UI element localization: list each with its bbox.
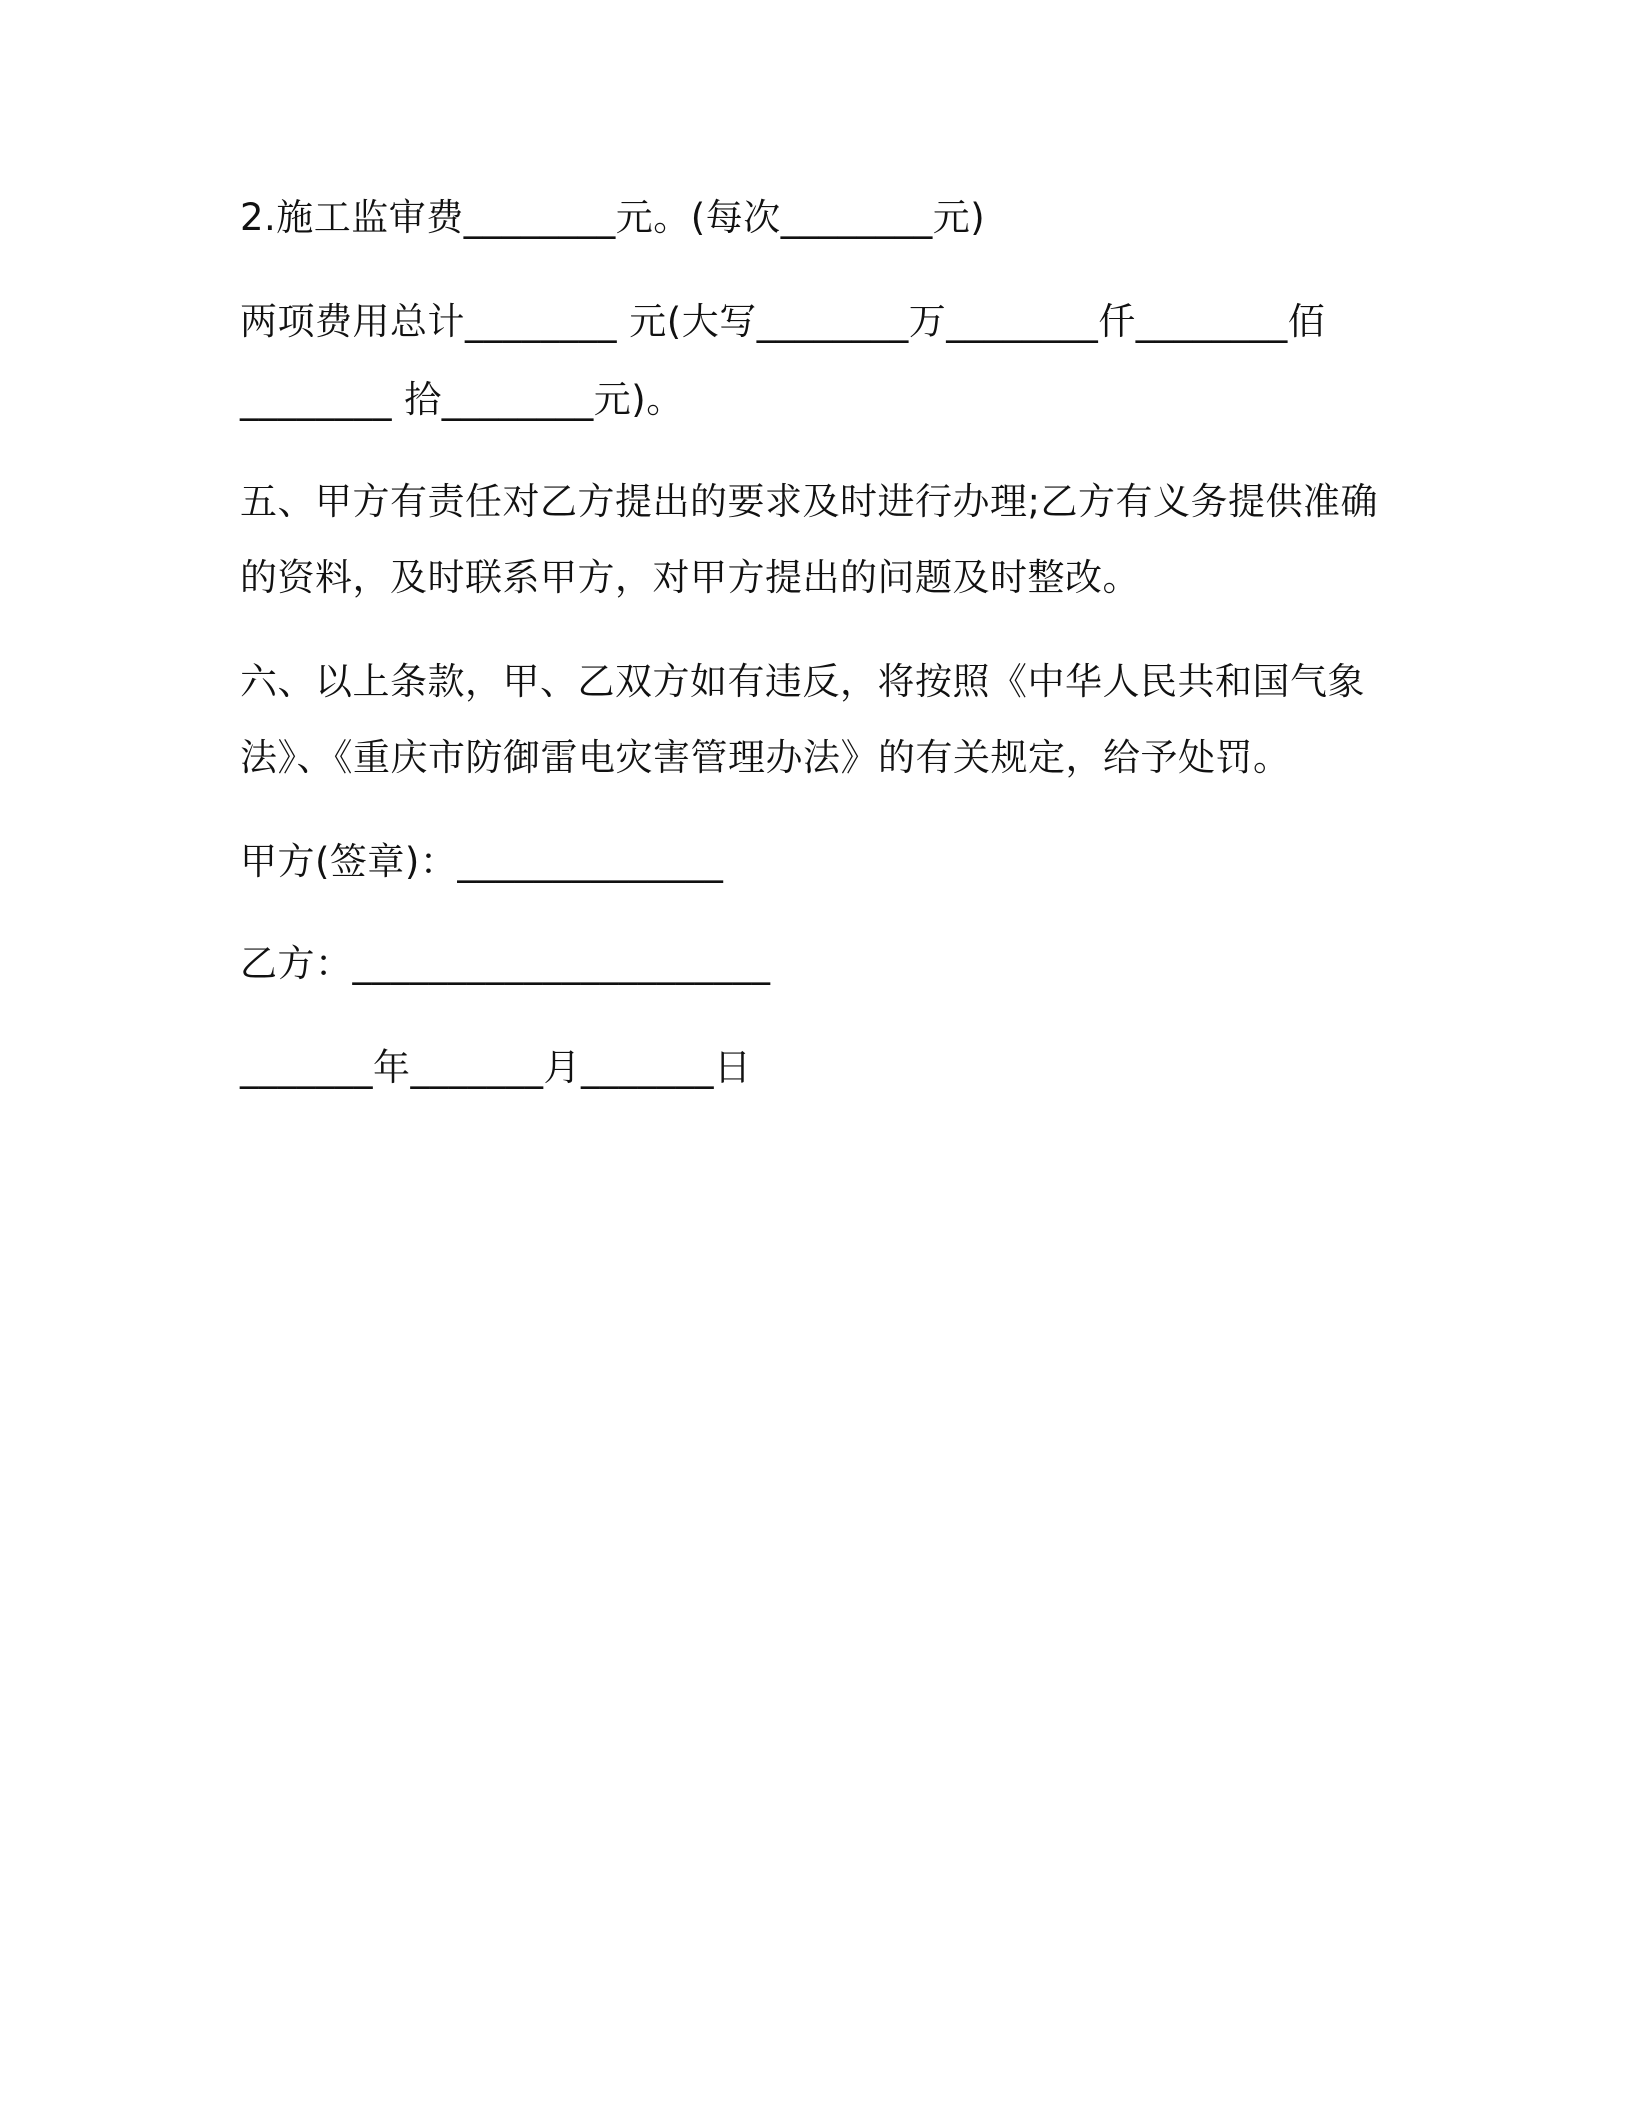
clause-five-line-2: 的资料，及时联系甲方，对甲方提出的问题及时整改。 [240,556,1140,599]
party-a-signature: 甲方(签章)：______________ [240,840,724,883]
clause-six-line-1: 六、以上条款，甲、乙双方如有违反，将按照《中华人民共和国气象 [240,660,1365,703]
fee-total-line-2: ________ 拾________元)。 [240,378,684,421]
fee-construction-supervision: 2.施工监审费________元。(每次________元) [240,196,986,239]
party-b-signature: 乙方：______________________ [240,942,771,985]
clause-five-line-1: 五、甲方有责任对乙方提出的要求及时进行办理;乙方有义务提供准确 [240,480,1378,523]
fee-total-line-1: 两项费用总计________ 元(大写________万________仟________佰 [240,300,1326,343]
signing-date: _______年_______月_______日 [240,1046,752,1089]
clause-six-line-2: 法》、《重庆市防御雷电灾害管理办法》的有关规定，给予处罚。 [240,736,1291,779]
